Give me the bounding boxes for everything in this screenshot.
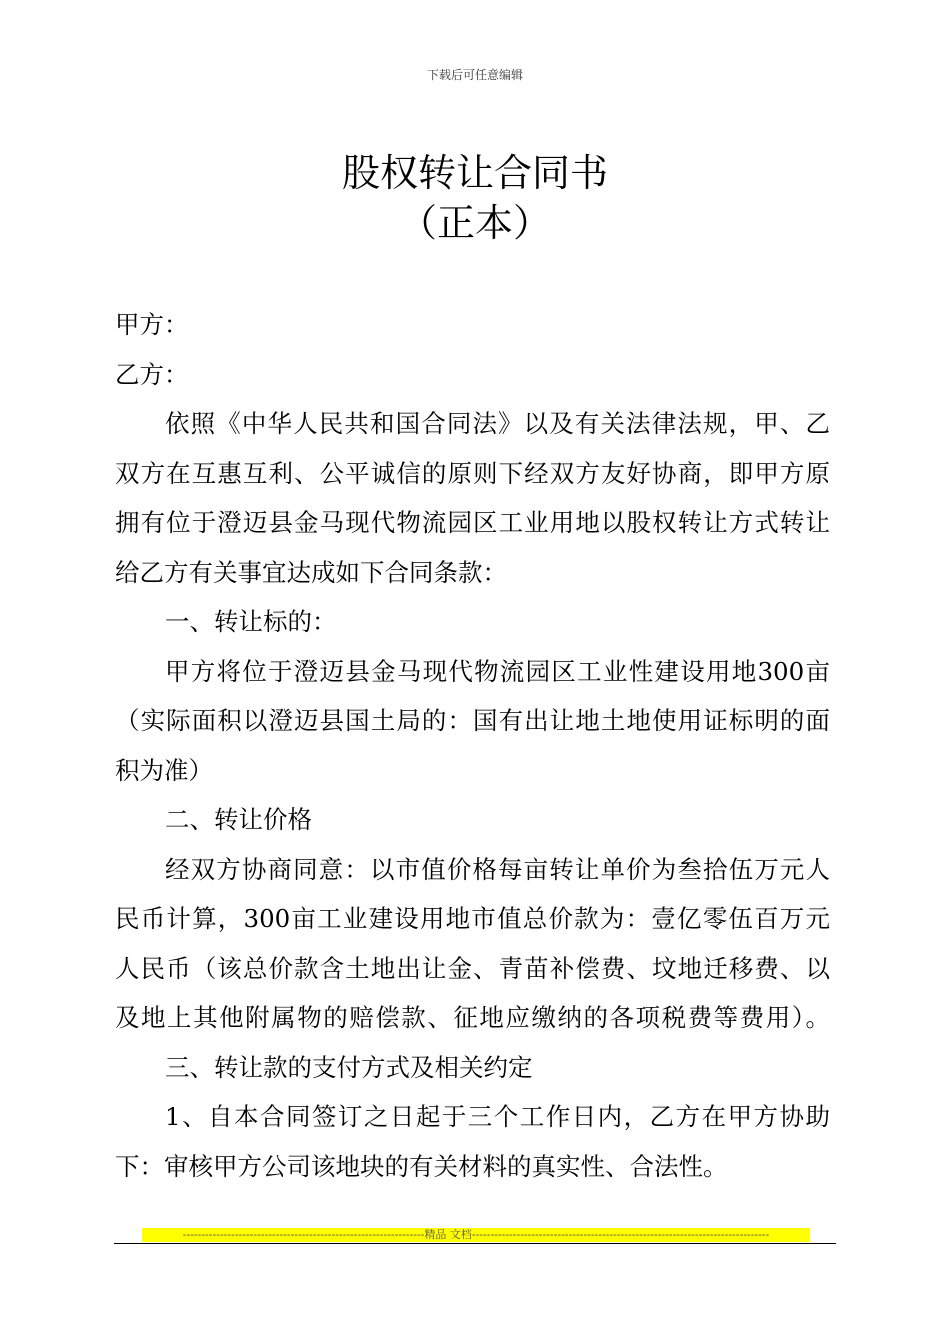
- paragraph-line: 积为准）: [115, 755, 213, 785]
- document-title: 股权转让合同书: [341, 151, 608, 195]
- footer-dashes-right: --------------------------------------------------------------------------------: [471, 1228, 770, 1241]
- contract-body: [115, 300, 830, 1191]
- footer-rule: [114, 1243, 836, 1244]
- paragraph-line: 民币计算，300亩工业建设用地市值总价款为：壹亿零伍百万元: [115, 904, 830, 933]
- party-b-line: 乙方：: [115, 359, 189, 389]
- footer-banner: [142, 1228, 810, 1242]
- paragraph-line: 拥有位于澄迈县金马现代物流园区工业用地以股权转让方式转让: [115, 508, 830, 537]
- paragraph-line: 经双方协商同意：以市值价格每亩转让单价为叁拾伍万元人: [165, 854, 830, 884]
- document-subtitle: （正本）: [398, 201, 551, 245]
- footer-dashes-left: -----------------------------------------------------------------: [182, 1228, 425, 1241]
- paragraph-line: 及地上其他附属物的赔偿款、征地应缴纳的各项税费等费用）。: [115, 1003, 830, 1032]
- paragraph-line: 给乙方有关事宜达成如下合同条款：: [115, 557, 507, 587]
- paragraph-line: 人民币（该总价款含土地出让金、青苗补偿费、坟地迁移费、以: [115, 953, 830, 983]
- party-a-line: 甲方：: [115, 310, 189, 339]
- section-heading-2: 二、转让价格: [165, 805, 312, 834]
- section-heading-1: 一、转让标的：: [165, 607, 337, 636]
- paragraph-line: 甲方将位于澄迈县金马现代物流园区工业性建设用地300亩: [165, 656, 830, 686]
- header-note: 下载后可任意编辑: [426, 68, 523, 82]
- paragraph-line: 1、自本合同签订之日起于三个工作日内，乙方在甲方协助: [165, 1102, 830, 1131]
- paragraph-line: 依照《中华人民共和国合同法》以及有关法律法规，甲、乙: [165, 409, 830, 438]
- paragraph-line: 下：审核甲方公司该地块的有关材料的真实性、合法性。: [115, 1151, 728, 1181]
- paragraph-line: 双方在互惠互利、公平诚信的原则下经双方友好协商，即甲方原: [115, 458, 830, 488]
- section-heading-3: 三、转让款的支付方式及相关约定: [165, 1052, 533, 1082]
- paragraph-line: （实际面积以澄迈县国土局的：国有出让地土地使用证标明的面: [115, 706, 830, 735]
- footer-label: 精品 文档: [424, 1228, 472, 1241]
